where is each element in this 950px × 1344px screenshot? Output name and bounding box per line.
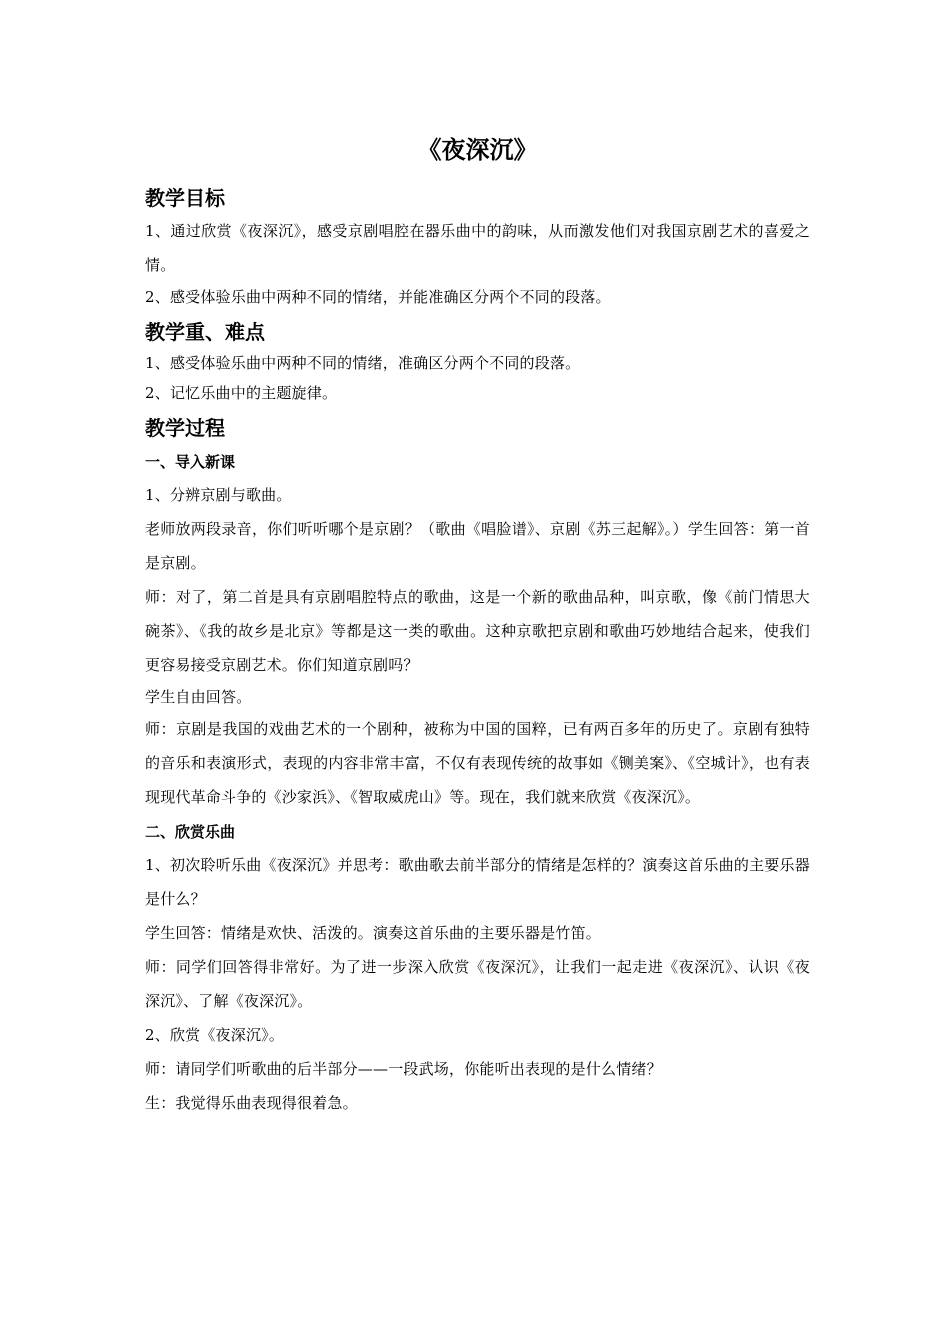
paragraph: 师：对了，第二首是具有京剧唱腔特点的歌曲，这是一个新的歌曲品种，叫京歌，像《前门情思大碗茶》、《我的故乡是北京》等都是这一类的歌曲。这种京歌把京剧和歌曲巧妙地结合起来，使我们更容易接受京剧艺术。你们知道京剧吗？ [145, 588, 810, 674]
key-point-item-1: 1、感受体验乐曲中两种不同的情绪，准确区分两个不同的段落。 [145, 354, 581, 372]
document-page [145, 128, 810, 1120]
heading-teaching-goals: 教学目标 [145, 186, 225, 210]
paragraph: 师：京剧是我国的戏曲艺术的一个剧种，被称为中国的国粹，已有两百多年的历史了。京剧有独特的音乐和表演形式，表现的内容非常丰富，不仅有表现传统的故事如《铡美案》、《空城计》，也有表现现代革命斗争的《沙家浜》、《智取威虎山》等。现在，我们就来欣赏《夜深沉》。 [145, 720, 810, 806]
paragraph: 老师放两段录音，你们听听哪个是京剧？（歌曲《唱脸谱》、京剧《苏三起解》。）学生回答：第一首是京剧。 [145, 520, 810, 572]
paragraph: 师：请同学们听歌曲的后半部分——一段武场，你能听出表现的是什么情绪？ [145, 1060, 662, 1078]
goal-item-1: 1、通过欣赏《夜深沉》，感受京剧唱腔在器乐曲中的韵味，从而激发他们对我国京剧艺术的喜爱之情。 [145, 222, 810, 274]
paragraph: 生：我觉得乐曲表现得很着急。 [145, 1094, 358, 1112]
paragraph: 学生回答：情绪是欢快、活泼的。演奏这首乐曲的主要乐器是竹笛。 [145, 924, 602, 942]
heading-key-points: 教学重、难点 [145, 320, 265, 344]
paragraph: 1、初次聆听乐曲《夜深沉》并思考：歌曲歌去前半部分的情绪是怎样的？演奏这首乐曲的主要乐器是什么？ [145, 856, 810, 908]
heading-teaching-process: 教学过程 [145, 416, 225, 440]
section-heading-intro: 一、导入新课 [145, 453, 236, 471]
goal-item-2: 2、感受体验乐曲中两种不同的情绪，并能准确区分两个不同的段落。 [145, 288, 611, 306]
document-title: 《夜深沉》 [417, 136, 538, 164]
paragraph: 师：同学们回答得非常好。为了进一步深入欣赏《夜深沉》，让我们一起走进《夜深沉》、认识《夜深沉》、了解《夜深沉》。 [145, 958, 810, 1010]
paragraph: 2、欣赏《夜深沉》。 [145, 1026, 285, 1044]
paragraph: 学生自由回答。 [145, 688, 252, 706]
key-point-item-2: 2、记忆乐曲中的主题旋律。 [145, 384, 338, 402]
section-heading-appreciate: 二、欣赏乐曲 [145, 823, 236, 841]
paragraph: 1、分辨京剧与歌曲。 [145, 486, 292, 504]
